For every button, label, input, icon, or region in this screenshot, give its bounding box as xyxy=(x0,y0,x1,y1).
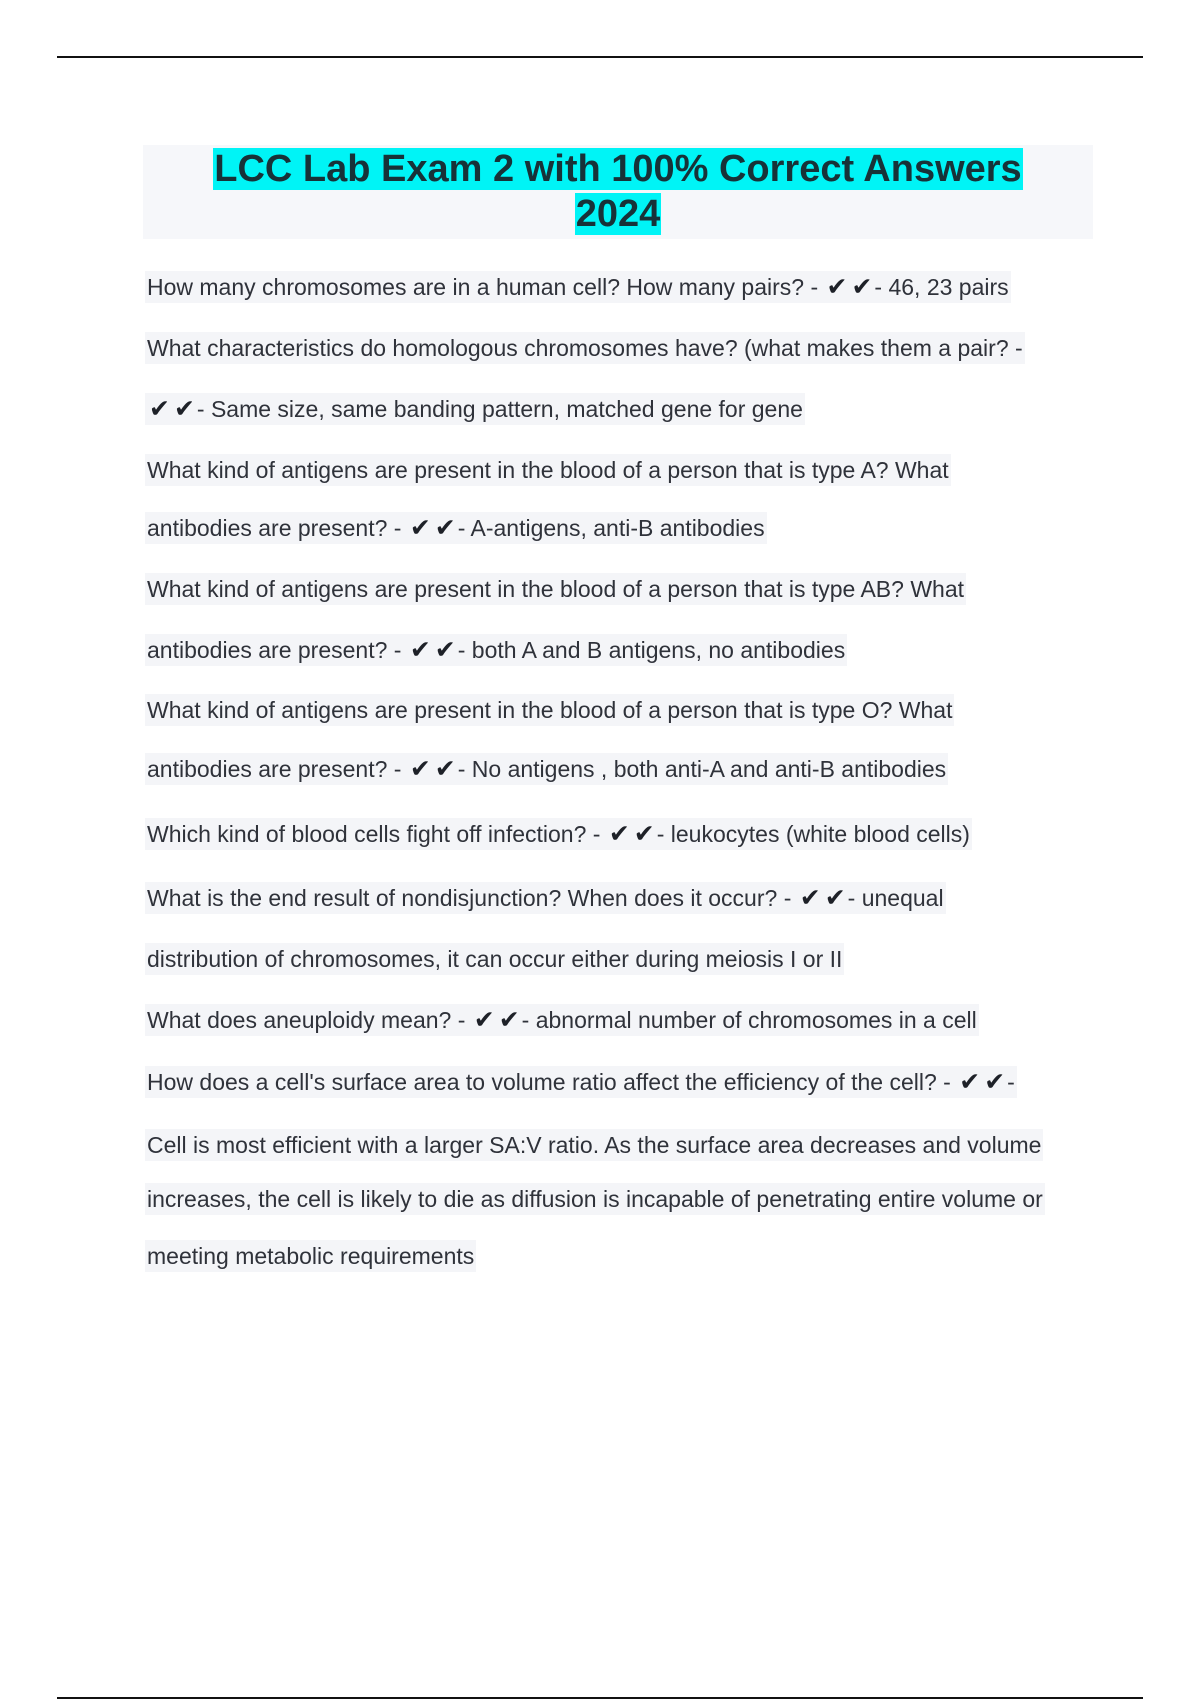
checkmark-icon: ✔ xyxy=(434,754,456,783)
qa-line-17 xyxy=(145,1237,476,1275)
qa-line-10 xyxy=(145,815,972,853)
line-background xyxy=(145,753,948,785)
answer-text: - No antigens , both anti-A and anti-B antibodies xyxy=(457,756,947,782)
answer-text: - Same size, same banding pattern, matched gene for gene xyxy=(196,396,803,422)
checkmark-icon: ✔ xyxy=(608,819,630,848)
line-background xyxy=(145,573,966,605)
line-background xyxy=(145,1183,1045,1215)
line-background xyxy=(145,634,847,666)
document-title-line-1: LCC Lab Exam 2 with 100% Correct Answers xyxy=(214,148,1022,190)
checkmark-icon: ✔ xyxy=(473,1005,495,1034)
qa-line-15 xyxy=(145,1126,1043,1164)
checkmark-icon: ✔ xyxy=(826,272,848,301)
title-block xyxy=(143,145,1093,239)
document-title-line-2: 2024 xyxy=(575,193,661,235)
answer-text: increases, the cell is likely to die as diffusion is incapable of penetrating entire volume or xyxy=(147,1186,1043,1212)
checkmark-icon: ✔ xyxy=(799,883,821,912)
line-background xyxy=(145,332,1025,364)
qa-line-3 xyxy=(145,390,805,428)
qa-line-12 xyxy=(145,940,844,978)
checkmark-icon: ✔ xyxy=(959,1067,981,1096)
answer-text: Cell is most efficient with a larger SA:V ratio. As the surface area decreases and volume xyxy=(147,1132,1042,1158)
answer-text: - leukocytes (white blood cells) xyxy=(656,821,970,847)
question-text: What is the end result of nondisjunction? When does it occur? - xyxy=(147,885,792,911)
qa-line-5 xyxy=(145,509,767,547)
answer-text: - unequal xyxy=(847,885,944,911)
question-text: What kind of antigens are present in the blood of a person that is type O? What xyxy=(147,697,953,723)
line-background xyxy=(145,393,805,425)
qa-line-14 xyxy=(145,1063,1017,1101)
line-background xyxy=(145,694,954,726)
answer-text: meeting metabolic requirements xyxy=(147,1243,475,1269)
qa-line-16 xyxy=(145,1180,1045,1218)
question-text: antibodies are present? - xyxy=(147,515,402,541)
qa-line-9 xyxy=(145,750,948,788)
qa-line-2 xyxy=(145,329,1025,367)
question-text: antibodies are present? - xyxy=(147,637,402,663)
line-background xyxy=(145,1129,1043,1161)
checkmark-icon: ✔ xyxy=(434,513,456,542)
qa-line-4 xyxy=(145,451,951,489)
question-text: How does a cell's surface area to volume ratio affect the efficiency of the cell? - xyxy=(147,1069,951,1095)
question-text: What kind of antigens are present in the blood of a person that is type AB? What xyxy=(147,576,964,602)
checkmark-icon: ✔ xyxy=(409,635,431,664)
line-background xyxy=(145,882,946,914)
bottom-rule xyxy=(57,1697,1143,1699)
line-background xyxy=(145,818,972,850)
line-background xyxy=(145,1066,1017,1098)
answer-text: - 46, 23 pairs xyxy=(874,274,1009,300)
checkmark-icon: ✔ xyxy=(409,754,431,783)
checkmark-icon: ✔ xyxy=(984,1067,1006,1096)
qa-line-6 xyxy=(145,570,966,608)
question-text: What kind of antigens are present in the blood of a person that is type A? What xyxy=(147,457,949,483)
line-background xyxy=(145,454,951,486)
question-text: antibodies are present? - xyxy=(147,756,402,782)
answer-text: - xyxy=(1007,1069,1015,1095)
question-text: Which kind of blood cells fight off infection? - xyxy=(147,821,601,847)
checkmark-icon: ✔ xyxy=(633,819,655,848)
question-text: What characteristics do homologous chromosomes have? (what makes them a pair? - xyxy=(147,335,1023,361)
answer-text: - A-antigens, anti-B antibodies xyxy=(457,515,765,541)
line-background xyxy=(145,512,767,544)
top-rule xyxy=(57,56,1143,58)
qa-line-7 xyxy=(145,631,847,669)
line-background xyxy=(145,943,844,975)
checkmark-icon: ✔ xyxy=(149,394,170,423)
qa-line-1 xyxy=(145,268,1011,306)
checkmark-icon: ✔ xyxy=(409,513,431,542)
question-text: What does aneuploidy mean? - xyxy=(147,1007,466,1033)
line-background xyxy=(145,271,1011,303)
line-background xyxy=(145,1240,476,1272)
checkmark-icon: ✔ xyxy=(173,394,195,423)
checkmark-icon: ✔ xyxy=(498,1005,520,1034)
question-text: How many chromosomes are in a human cell? How many pairs? - xyxy=(147,274,819,300)
checkmark-icon: ✔ xyxy=(434,635,456,664)
qa-line-11 xyxy=(145,879,946,917)
answer-text: - both A and B antigens, no antibodies xyxy=(457,637,846,663)
qa-line-8 xyxy=(145,691,954,729)
checkmark-icon: ✔ xyxy=(824,883,846,912)
answer-text: distribution of chromosomes, it can occur either during meiosis I or II xyxy=(147,946,843,972)
checkmark-icon: ✔ xyxy=(851,272,873,301)
answer-text: - abnormal number of chromosomes in a cell xyxy=(521,1007,977,1033)
title-wrap xyxy=(178,145,1058,237)
line-background xyxy=(145,1004,979,1036)
qa-line-13 xyxy=(145,1001,979,1039)
